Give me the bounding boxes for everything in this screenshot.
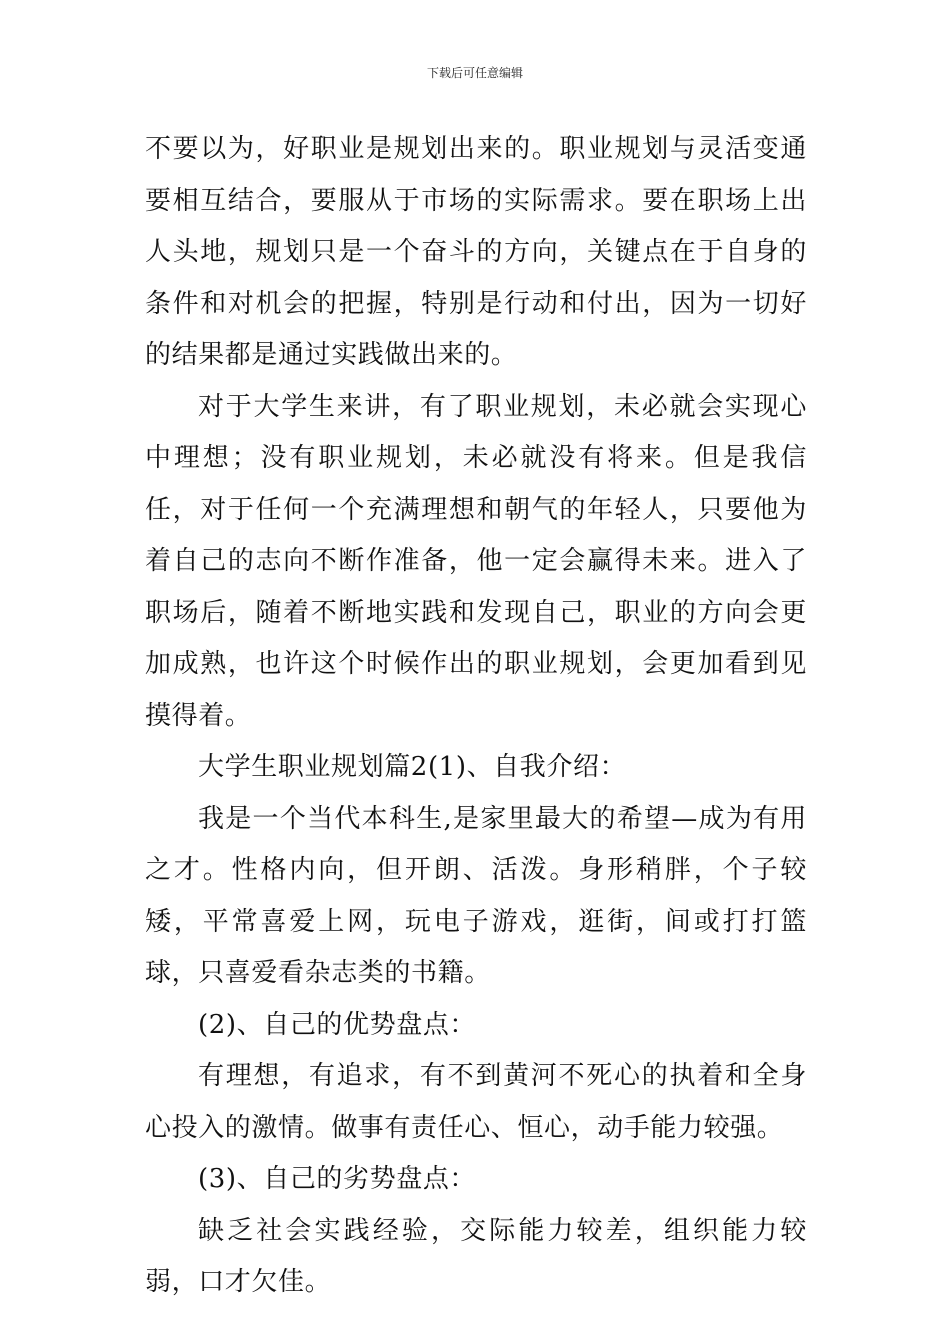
paragraph-weaknesses: 缺乏社会实践经验，交际能力较差，组织能力较弱，口才欠佳。 [145, 1215, 807, 1297]
page-header: 下载后可任意编辑 [426, 66, 523, 80]
paragraph-career-planning-practice: 不要以为，好职业是规划出来的。职业规划与灵活变通要相互结合，要服从于市场的实际需求。要在职场上出人头地，规划只是一个奋斗的方向，关键点在于自身的条件和对机会的把握，特别是行动和付出，因为一切好的结果都是通过实践做出来的。 [145, 134, 807, 370]
paragraph-college-students-future: 对于大学生来讲，有了职业规划，未必就会实现心中理想；没有职业规划，未必就没有将来。但是我信任，对于任何一个充满理想和朝气的年轻人，只要他为着自己的志向不断作准备，他一定会赢得未来。进入了职场后，随着不断地实践和发现自己，职业的方向会更加成熟，也许这个时候作出的职业规划，会更加看到见摸得着。 [145, 391, 807, 731]
section-heading-strengths: (2)、自己的优势盘点： [198, 1009, 477, 1040]
document-body [145, 124, 807, 1309]
paragraph-self-introduction: 我是一个当代本科生,是家里最大的希望—成为有用之才。性格内向，但开朗、活泼。身形稍胖，个子较矮，平常喜爱上网，玩电子游戏，逛街，间或打打篮球，只喜爱看杂志类的书籍。 [145, 803, 807, 988]
section-heading-self-introduction: 大学生职业规划篇2(1)、自我介绍： [198, 752, 627, 782]
section-heading-weaknesses: (3)、自己的劣势盘点： [198, 1164, 477, 1194]
paragraph-strengths: 有理想，有追求，有不到黄河不死心的执着和全身心投入的激情。做事有责任心、恒心，动手能力较强。 [145, 1061, 807, 1143]
